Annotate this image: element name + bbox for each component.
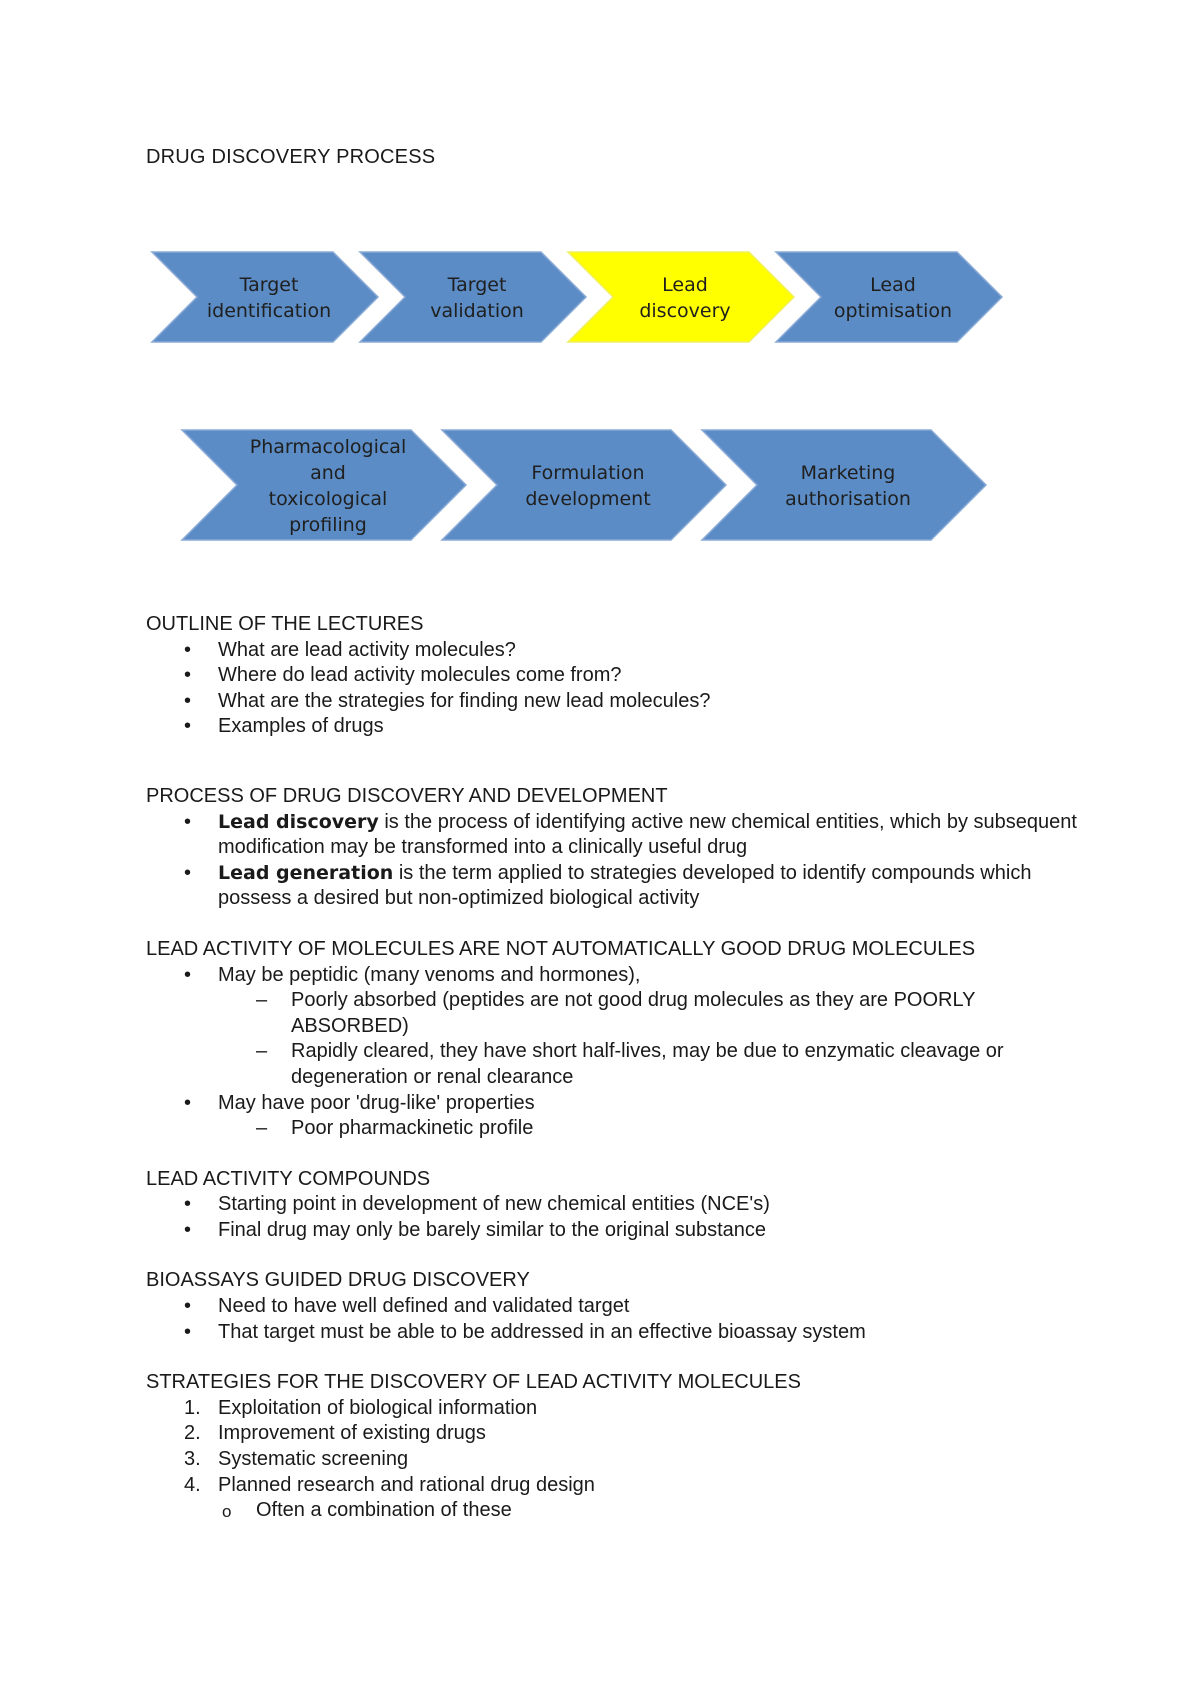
chevron-target-identification bbox=[152, 252, 378, 342]
document-title: DRUG DISCOVERY PROCESS bbox=[146, 146, 436, 168]
sub-list-item: – Poor pharmackinetic profile bbox=[146, 1116, 1086, 1142]
not-good-list bbox=[146, 963, 1086, 1142]
bioassays-list bbox=[146, 1294, 1086, 1345]
outline-list bbox=[146, 638, 1086, 740]
section-outline bbox=[146, 612, 1086, 740]
sub-list-item: o Often a combination of these bbox=[146, 1498, 1086, 1524]
list-item: • Where do lead activity molecules come from? bbox=[146, 663, 1086, 689]
chevron-label-lead-discovery: discovery bbox=[639, 300, 731, 322]
bullet-marker: • bbox=[184, 1091, 192, 1114]
list-item: • Lead discovery is the process of identifying active new chemical entities, which by subsequent modification may be transformed into a clinically useful drug bbox=[184, 810, 1077, 859]
bullet-marker: • bbox=[184, 1193, 192, 1216]
document-body bbox=[146, 612, 1086, 1549]
chevron-label-marketing-authorisation: authorisation bbox=[785, 488, 911, 510]
section-heading: OUTLINE OF THE LECTURES bbox=[146, 613, 424, 635]
sub-list-item: – Rapidly cleared, they have short half-lives, may be due to enzymatic cleavage or degeneration or renal clearance bbox=[256, 1040, 1004, 1088]
number-marker: 2. bbox=[184, 1422, 201, 1445]
strategies-list bbox=[146, 1396, 1086, 1524]
bullet-marker: • bbox=[184, 861, 192, 884]
number-marker: 3. bbox=[184, 1448, 201, 1471]
bullet-marker: • bbox=[184, 664, 192, 687]
list-item: 3. Systematic screening bbox=[146, 1447, 1086, 1473]
process-list bbox=[146, 810, 1086, 912]
bullet-marker: • bbox=[184, 1218, 192, 1241]
list-item: • What are the strategies for finding new lead molecules? bbox=[146, 689, 1086, 715]
term-lead-discovery: Lead discovery bbox=[218, 810, 379, 833]
section-strategies bbox=[146, 1370, 1086, 1524]
bullet-marker: • bbox=[184, 689, 192, 712]
dash-marker: – bbox=[256, 1040, 268, 1063]
chevron-label-pharmacological-profiling: profiling bbox=[289, 514, 367, 536]
section-compounds bbox=[146, 1167, 1086, 1244]
section-process bbox=[146, 784, 1086, 912]
section-not-good bbox=[146, 937, 1086, 1142]
dash-marker: – bbox=[256, 989, 268, 1012]
chevron-marketing-authorisation bbox=[702, 430, 986, 540]
section-heading: LEAD ACTIVITY COMPOUNDS bbox=[146, 1167, 431, 1190]
chevron-label-target-identification: Target bbox=[239, 274, 299, 296]
bullet-marker: • bbox=[184, 1295, 192, 1318]
list-item: 2. Improvement of existing drugs bbox=[146, 1421, 1086, 1447]
list-item: • May have poor 'drug-like' properties bbox=[146, 1091, 1086, 1117]
list-item: • Starting point in development of new chemical entities (NCE's) bbox=[146, 1192, 1086, 1218]
list-item: • May be peptidic (many venoms and hormones), bbox=[146, 963, 1086, 989]
chevron-target-validation bbox=[360, 252, 586, 342]
chevron-label-lead-optimisation: Lead bbox=[870, 274, 916, 296]
section-heading: LEAD ACTIVITY OF MOLECULES ARE NOT AUTOMATICALLY GOOD DRUG MOLECULES bbox=[146, 937, 976, 960]
compounds-list bbox=[146, 1192, 1086, 1243]
section-heading: BIOASSAYS GUIDED DRUG DISCOVERY bbox=[146, 1269, 530, 1292]
list-item: • What are lead activity molecules? bbox=[146, 638, 1086, 664]
bullet-marker: • bbox=[184, 963, 192, 986]
process-flow-diagram bbox=[0, 0, 1200, 620]
chevron-lead-discovery bbox=[568, 252, 794, 342]
chevron-label-pharmacological-profiling: Pharmacological bbox=[249, 436, 407, 458]
chevron-label-target-identification: identification bbox=[206, 300, 332, 322]
bullet-marker: • bbox=[184, 1320, 192, 1343]
section-bioassays bbox=[146, 1268, 1086, 1345]
chevron-label-pharmacological-profiling: and bbox=[310, 462, 346, 484]
section-heading: PROCESS OF DRUG DISCOVERY AND DEVELOPMENT bbox=[146, 784, 668, 807]
list-item: • Lead generation is the term applied to strategies developed to identify compounds which possess a desired but non-optimized biological activity bbox=[184, 861, 1032, 910]
list-item: • Final drug may only be barely similar to the original substance bbox=[146, 1218, 1086, 1244]
chevron-lead-optimisation bbox=[776, 252, 1002, 342]
chevron-label-marketing-authorisation: Marketing bbox=[800, 462, 896, 484]
chevron-formulation-development bbox=[442, 430, 726, 540]
chevron-label-lead-optimisation: optimisation bbox=[833, 300, 953, 322]
sub-list-item: – Poorly absorbed (peptides are not good drug molecules as they are POORLY ABSORBED) bbox=[256, 989, 976, 1037]
list-item: 4. Planned research and rational drug design bbox=[146, 1473, 1086, 1499]
dash-marker: – bbox=[256, 1117, 268, 1140]
chevron-label-lead-discovery: Lead bbox=[662, 274, 708, 296]
chevron-label-formulation-development: Formulation bbox=[531, 462, 645, 484]
section-heading: STRATEGIES FOR THE DISCOVERY OF LEAD ACTIVITY MOLECULES bbox=[146, 1371, 801, 1394]
bullet-marker: • bbox=[184, 715, 192, 738]
chevron-label-target-validation: validation bbox=[430, 300, 524, 322]
circle-marker: o bbox=[222, 1502, 232, 1522]
bullet-marker: • bbox=[184, 810, 192, 833]
chevron-label-pharmacological-profiling: toxicological bbox=[268, 488, 388, 510]
number-marker: 1. bbox=[184, 1396, 201, 1419]
bullet-marker: • bbox=[184, 638, 192, 661]
list-item: • That target must be able to be addressed in an effective bioassay system bbox=[146, 1320, 1086, 1346]
term-lead-generation: Lead generation bbox=[218, 861, 394, 884]
list-item: • Examples of drugs bbox=[146, 714, 1086, 740]
number-marker: 4. bbox=[184, 1473, 201, 1496]
chevron-label-target-validation: Target bbox=[447, 274, 507, 296]
list-item: • Need to have well defined and validated target bbox=[146, 1294, 1086, 1320]
list-item: 1. Exploitation of biological information bbox=[146, 1396, 1086, 1422]
chevron-label-formulation-development: development bbox=[525, 488, 651, 510]
